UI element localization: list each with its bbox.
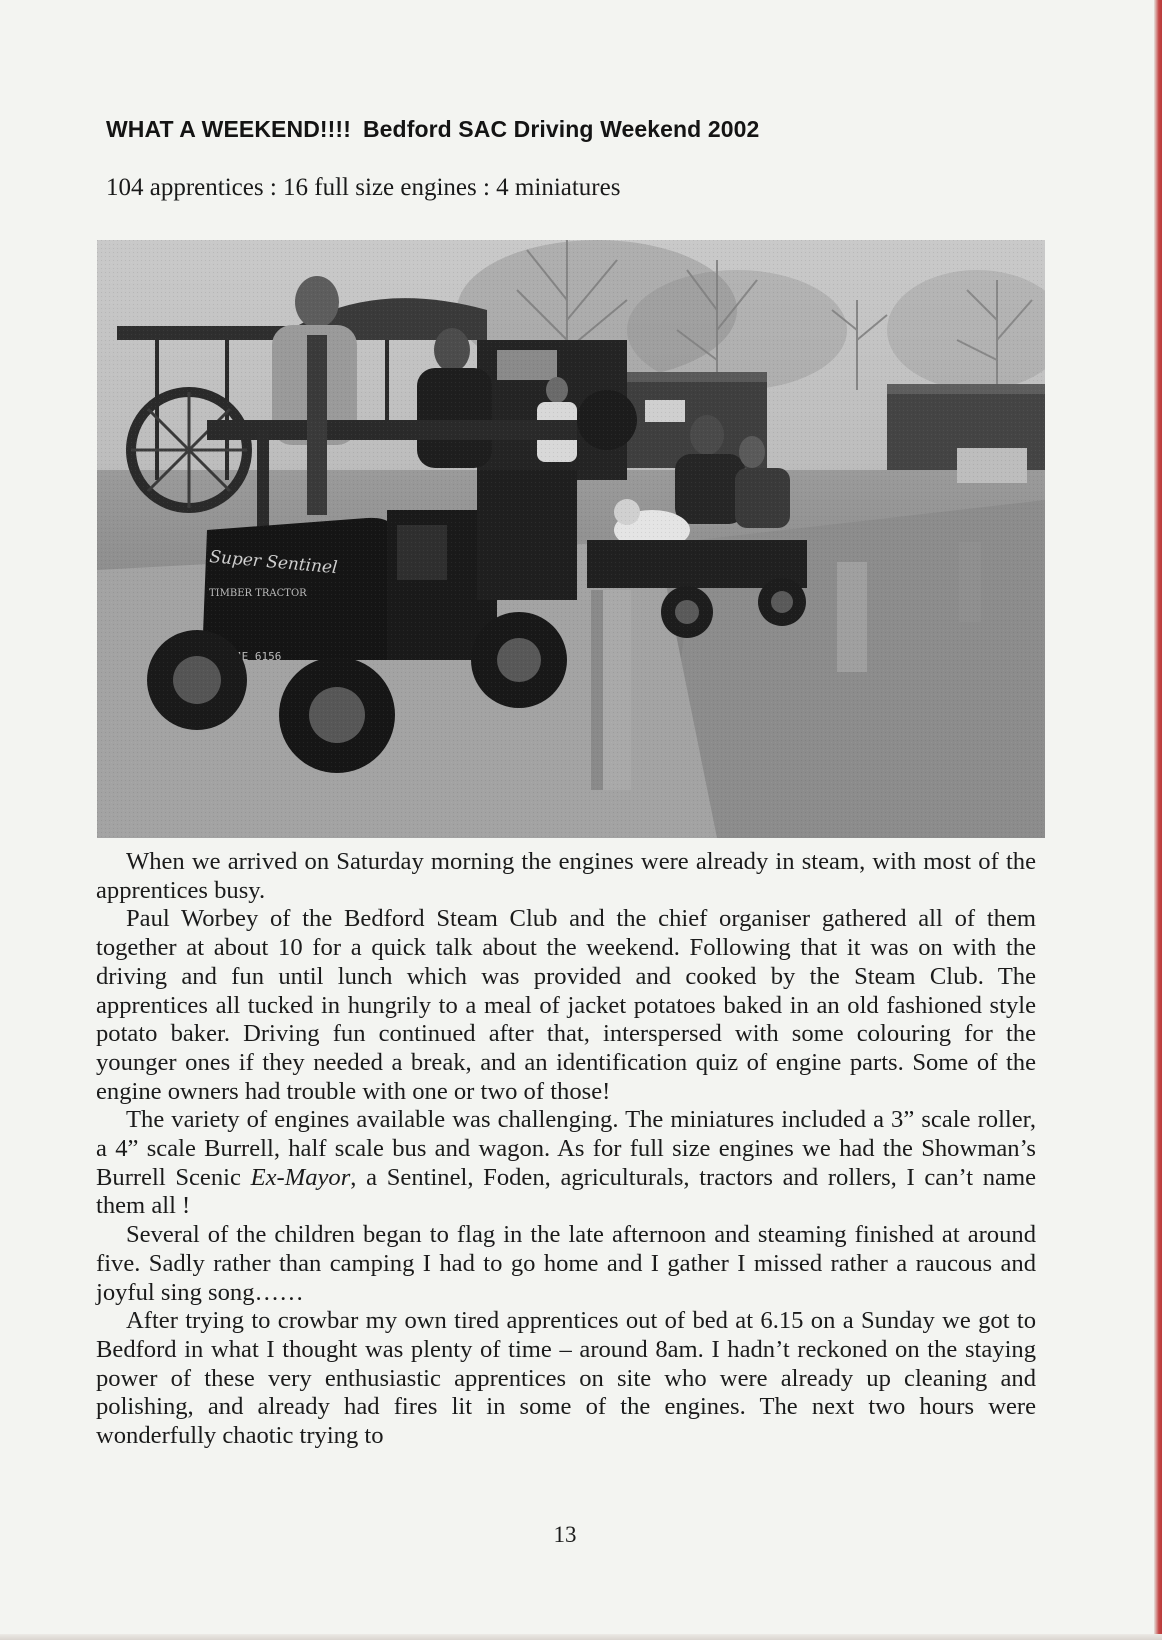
article-photo [97, 240, 1045, 838]
paragraph-3-end: , a Sentinel, Foden, agriculturals, tractors and rollers, I can’t name them all ! [96, 1163, 1037, 1220]
heading-title: Bedford SAC Driving Weekend 2002 [362, 116, 760, 142]
steam-engines-photo [97, 240, 1045, 838]
paragraph-1: When we arrived on Saturday morning the engines were already in steam, with most of the apprentices busy. [96, 848, 1036, 904]
article-subtitle: 104 apprentices : 16 full size engines : 4 miniatures [106, 174, 621, 201]
page-edge [1154, 0, 1162, 1640]
paragraph-5: After trying to crowbar my own tired apprentices out of bed at 6.15 on a Sunday we got to Bedford in what I thought was plenty of time – around 8am. I hadn’t reckoned on the staying power of these very enthusiastic apprentices on site who were already up cleaning and polishing, and already had fires lit in some of the engines. The next two hours were wonderfully chaotic trying to [96, 1307, 1036, 1450]
article-body [96, 848, 1036, 1451]
page-number: 13 [553, 1522, 577, 1547]
paragraph-2: Paul Worbey of the Bedford Steam Club and the chief organiser gathered all of them together at about 10 for a quick talk about the weekend. Following that it was on with the driving and fun until lunch which was provided and cooked by the Steam Club. The apprentices all tucked in hungrily to a meal of jacket potatoes baked in an old fashioned style potato baker. Driving fun continued after that, interspersed with some colouring for the younger ones if they needed a break, and an identification quiz of engine parts. Some of the engine owners had trouble with one or two of those! [96, 905, 1036, 1105]
article-heading [106, 116, 759, 143]
paragraph-3 [96, 1106, 1036, 1221]
paragraph-4: Several of the children began to flag in the late afternoon and steaming finished at around five. Sadly rather than camping I had to go home and I gather I missed rather a raucous and joyful sing song…… [96, 1221, 1036, 1306]
heading-lead: WHAT A WEEKEND!!!! [106, 116, 351, 142]
engine-name-italic: Ex-Mayor [250, 1163, 351, 1191]
paragraph-3-start: The variety of engines available was challenging. The miniatures included a 3” scale roller, a 4” scale Burrell, half scale bus and wagon. As for full size engines we had the Showman’s Burrell Scenic [96, 1106, 1036, 1191]
page-bottom-edge [0, 1634, 1162, 1640]
